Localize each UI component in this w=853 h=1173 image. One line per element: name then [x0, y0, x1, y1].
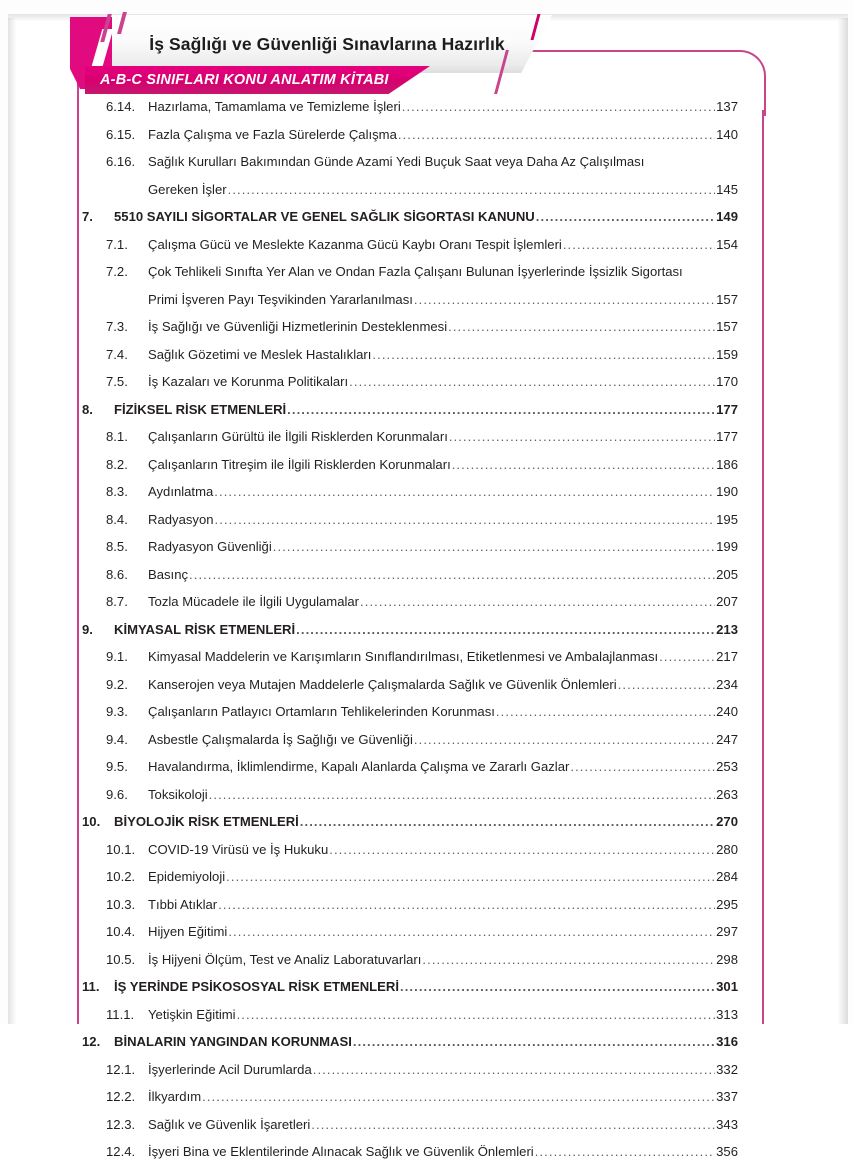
toc-page-number: 280 [716, 841, 738, 857]
toc-entry-number: 9.3. [106, 704, 128, 719]
toc-dot-leader [218, 898, 715, 911]
toc-dot-leader [228, 183, 716, 196]
page-title: İş Sağlığı ve Güvenliği Sınavlarına Hazırlık [149, 33, 505, 54]
toc-entry-number: 10.4. [106, 924, 136, 939]
toc-page-number: 240 [716, 704, 738, 719]
toc-entry[interactable] [78, 678, 762, 706]
toc-entry-number: 12.4. [106, 1144, 136, 1159]
toc-entry-label: FİZİKSEL RİSK ETMENLERİ [114, 401, 287, 417]
toc-entry-number: 8.3. [106, 484, 128, 499]
toc-entry[interactable] [78, 980, 762, 1008]
toc-entry-number: 9.5. [106, 759, 128, 774]
toc-entry-label: İlkyardım [148, 1089, 202, 1104]
toc-entry[interactable] [78, 705, 762, 733]
toc-dot-leader [273, 540, 715, 553]
toc-page-number: 217 [716, 649, 738, 664]
toc-entry-number: 8.1. [106, 429, 128, 444]
toc-entry[interactable] [78, 293, 762, 321]
toc-page-number: 177 [716, 429, 738, 444]
toc-entry-number: 8.7. [106, 594, 128, 609]
toc-entry-label: Sağlık ve Güvenlik İşaretleri [148, 1116, 311, 1132]
toc-page-number: 157 [716, 291, 738, 307]
toc-dot-leader [536, 210, 715, 223]
toc-dot-leader [449, 430, 715, 443]
toc-entry-label: Toksikoloji [148, 786, 208, 802]
toc-entry-label: İşyeri Bina ve Eklentilerinde Alınacak Sağlık ve Güvenlik Önlemleri [148, 1144, 534, 1159]
toc-entry[interactable] [78, 265, 762, 293]
toc-entry-number: 7.2. [106, 264, 128, 279]
toc-entry[interactable] [78, 1145, 762, 1173]
toc-entry-label: Çalışanların Patlayıcı Ortamların Tehlikelerinden Korunması [148, 704, 495, 719]
toc-entry-label: Çalışanların Titreşim ile İlgili Risklerden Korunmaları [148, 456, 451, 472]
toc-page-number: 186 [716, 456, 738, 472]
toc-entry-label: İşyerlerinde Acil Durumlarda [148, 1061, 312, 1077]
toc-page-number: 356 [716, 1144, 738, 1159]
toc-entry[interactable] [78, 430, 762, 458]
toc-entry-number: 12. [82, 1034, 101, 1049]
toc-dot-leader [398, 128, 715, 141]
page-edge-shadow-right [838, 18, 848, 1024]
toc-dot-leader [400, 980, 715, 993]
toc-entry-number: 6.15. [106, 126, 136, 142]
toc-entry-number: 6.14. [106, 99, 136, 114]
toc-entry-number: 12.3. [106, 1116, 136, 1132]
toc-dot-leader [360, 595, 715, 608]
toc-dot-leader [209, 788, 715, 801]
toc-page-number: 207 [716, 594, 738, 609]
toc-entry-label: Radyasyon [148, 511, 214, 527]
toc-dot-leader [214, 485, 715, 498]
toc-entry-label: Yetişkin Eğitimi [148, 1006, 236, 1022]
toc-entry-number: 7. [82, 209, 93, 224]
frame-right-line [762, 110, 764, 1024]
toc-entry-label: COVID-19 Virüsü ve İş Hukuku [148, 841, 329, 857]
toc-dot-leader [189, 568, 715, 581]
toc-entry[interactable] [78, 1063, 762, 1091]
toc-entry[interactable] [78, 925, 762, 953]
toc-entry[interactable] [78, 1118, 762, 1146]
toc-entry-number: 9. [82, 621, 93, 637]
toc-entry-number: 7.3. [106, 319, 128, 334]
toc-dot-leader [300, 815, 715, 828]
toc-entry[interactable] [78, 238, 762, 266]
toc-dot-leader [349, 375, 715, 388]
toc-entry-label: Çok Tehlikeli Sınıfta Yer Alan ve Ondan Fazla Çalışanı Bulunan İşyerlerinde İşsizlik Sigortası [148, 264, 683, 279]
toc-dot-leader [296, 623, 715, 636]
toc-entry-number: 8.5. [106, 539, 128, 554]
toc-page-number: 295 [716, 896, 738, 912]
toc-page-number: 253 [716, 759, 738, 774]
toc-page-number: 149 [716, 209, 738, 224]
toc-page-number: 284 [716, 869, 738, 884]
toc-entry-number: 9.1. [106, 649, 128, 664]
toc-dot-leader [402, 100, 715, 113]
toc-entry-label: Havalandırma, İklimlendirme, Kapalı Alanlarda Çalışma ve Zararlı Gazlar [148, 759, 570, 774]
table-of-contents [78, 100, 762, 1173]
toc-page-number: 316 [716, 1034, 738, 1049]
toc-page-number: 247 [716, 731, 738, 747]
toc-entry[interactable] [78, 760, 762, 788]
toc-entry[interactable] [78, 320, 762, 348]
toc-entry-label: Kanserojen veya Mutajen Maddelerle Çalışmalarda Sağlık ve Güvenlik Önlemleri [148, 676, 617, 692]
toc-dot-leader [228, 925, 715, 938]
toc-dot-leader [215, 513, 716, 526]
toc-entry-number: 7.1. [106, 236, 128, 252]
toc-page-number: 234 [716, 676, 738, 692]
toc-entry-label: İş Sağlığı ve Güvenliği Hizmetlerinin Desteklenmesi [148, 319, 448, 334]
toc-dot-leader [202, 1090, 715, 1103]
toc-entry[interactable] [78, 650, 762, 678]
toc-dot-leader [535, 1145, 715, 1158]
toc-page-number: 263 [716, 786, 738, 802]
toc-entry[interactable] [78, 1008, 762, 1036]
toc-page-number: 177 [716, 401, 738, 417]
toc-entry[interactable] [78, 375, 762, 403]
toc-entry-number: 8.4. [106, 511, 128, 527]
toc-entry-label: Hazırlama, Tamamlama ve Temizleme İşleri [148, 99, 401, 114]
toc-page-number: 140 [716, 126, 738, 142]
toc-page-number: 301 [716, 979, 738, 994]
toc-page-number: 157 [716, 319, 738, 334]
toc-entry[interactable] [78, 540, 762, 568]
toc-entry[interactable] [78, 623, 762, 651]
toc-entry-label: Kimyasal Maddelerin ve Karışımların Sınıflandırılması, Etiketlenmesi ve Ambalajlanması [148, 649, 659, 664]
toc-entry[interactable] [78, 155, 762, 183]
toc-entry[interactable] [78, 898, 762, 926]
toc-page-number: 297 [716, 924, 738, 939]
toc-dot-leader [372, 348, 715, 361]
toc-entry-label: Tıbbi Atıklar [148, 896, 218, 912]
toc-page-number: 190 [716, 484, 738, 499]
toc-page-number: 199 [716, 539, 738, 554]
toc-entry-label: Sağlık Gözetimi ve Meslek Hastalıkları [148, 346, 372, 362]
toc-page-number: 145 [716, 181, 738, 197]
toc-entry[interactable] [78, 595, 762, 623]
toc-entry[interactable] [78, 403, 762, 431]
toc-entry[interactable] [78, 513, 762, 541]
toc-dot-leader [448, 320, 715, 333]
toc-entry-label: BİNALARIN YANGINDAN KORUNMASI [114, 1034, 352, 1049]
toc-entry-number: 11. [82, 979, 100, 994]
toc-page-number: 159 [716, 346, 738, 362]
toc-entry-label: BİYOLOJİK RİSK ETMENLERİ [114, 814, 299, 829]
toc-page-number: 195 [716, 511, 738, 527]
toc-dot-leader [496, 705, 715, 718]
toc-entry[interactable] [78, 1090, 762, 1118]
toc-entry[interactable] [78, 870, 762, 898]
toc-dot-leader [353, 1035, 715, 1048]
toc-entry-label: Hijyen Eğitimi [148, 924, 228, 939]
toc-dot-leader [570, 760, 715, 773]
toc-page-number: 337 [716, 1089, 738, 1104]
toc-entry-label: İş Hijyeni Ölçüm, Test ve Analiz Laboratuvarları [148, 951, 422, 967]
toc-entry-number: 8. [82, 401, 93, 417]
toc-entry-label: Tozla Mücadele ile İlgili Uygulamalar [148, 594, 360, 609]
toc-entry-label: Çalışanların Gürültü ile İlgili Risklerden Korunmaları [148, 429, 448, 444]
toc-dot-leader [659, 650, 715, 663]
toc-entry-label: Basınç [148, 566, 189, 582]
toc-page-number: 205 [716, 566, 738, 582]
toc-entry[interactable] [78, 128, 762, 156]
toc-dot-leader [226, 870, 715, 883]
toc-entry-number: 6.16. [106, 154, 136, 169]
toc-entry-number: 12.2. [106, 1089, 136, 1104]
toc-entry-number: 7.5. [106, 374, 128, 389]
toc-entry-label: KİMYASAL RİSK ETMENLERİ [114, 621, 296, 637]
toc-entry-label: Asbestle Çalışmalarda İş Sağlığı ve Güvenliği [148, 731, 413, 747]
toc-entry[interactable] [78, 348, 762, 376]
toc-page-number: 137 [716, 99, 738, 114]
toc-entry[interactable] [78, 210, 762, 238]
toc-entry-number: 10.5. [106, 951, 136, 967]
toc-page-number: 298 [716, 951, 738, 967]
toc-entry[interactable] [78, 953, 762, 981]
toc-dot-leader [414, 293, 715, 306]
toc-entry[interactable] [78, 815, 762, 843]
toc-entry[interactable] [78, 485, 762, 513]
toc-entry-number: 9.6. [106, 786, 128, 802]
toc-entry-label: Primi İşveren Payı Teşvikinden Yararlanılması [148, 291, 413, 307]
toc-entry-number: 8.2. [106, 456, 128, 472]
toc-entry[interactable] [78, 183, 762, 211]
header-banner-label: A-B-C SINIFLARI KONU ANLATIM KİTABI [100, 72, 389, 88]
toc-entry-number: 12.1. [106, 1061, 136, 1077]
toc-dot-leader [414, 733, 715, 746]
toc-entry-label: Çalışma Gücü ve Meslekte Kazanma Gücü Kaybı Oranı Tespit İşlemleri [148, 236, 562, 252]
toc-entry-label: Radyasyon Güvenliği [148, 539, 272, 554]
toc-page-number: 343 [716, 1116, 738, 1132]
toc-dot-leader [563, 238, 715, 251]
toc-entry-label: Gereken İşler [148, 181, 227, 197]
toc-dot-leader [313, 1063, 715, 1076]
toc-page-number: 332 [716, 1061, 738, 1077]
toc-page-number: 270 [716, 814, 738, 829]
toc-entry-number: 7.4. [106, 346, 128, 362]
toc-entry-number: 10.3. [106, 896, 136, 912]
toc-entry-number: 10.1. [106, 841, 136, 857]
toc-entry[interactable] [78, 568, 762, 596]
toc-entry-label: Aydınlatma [148, 484, 214, 499]
toc-entry-number: 11.1. [106, 1006, 135, 1022]
toc-dot-leader [329, 843, 715, 856]
toc-entry-number: 9.2. [106, 676, 128, 692]
toc-dot-leader [422, 953, 715, 966]
toc-entry[interactable] [78, 843, 762, 871]
toc-entry-number: 8.6. [106, 566, 128, 582]
toc-entry-label: İş Kazaları ve Korunma Politikaları [148, 374, 349, 389]
toc-entry[interactable] [78, 458, 762, 486]
toc-entry-label: 5510 SAYILI SİGORTALAR VE GENEL SAĞLIK SİGORTASI KANUNU [114, 209, 535, 224]
toc-entry-label: Sağlık Kurulları Bakımından Günde Azami Yedi Buçuk Saat veya Daha Az Çalışılması [148, 154, 645, 169]
toc-page-number: 213 [716, 621, 738, 637]
toc-dot-leader [287, 403, 715, 416]
toc-page-number: 154 [716, 236, 738, 252]
toc-dot-leader [311, 1118, 715, 1131]
toc-entry-label: Epidemiyoloji [148, 869, 226, 884]
toc-dot-leader [618, 678, 715, 691]
toc-entry[interactable] [78, 788, 762, 816]
toc-dot-leader [452, 458, 715, 471]
toc-entry[interactable] [78, 733, 762, 761]
toc-dot-leader [237, 1008, 716, 1021]
toc-entry[interactable] [78, 1035, 762, 1063]
toc-entry-label: Fazla Çalışma ve Fazla Sürelerde Çalışma [148, 126, 397, 142]
toc-page-number: 313 [716, 1006, 738, 1022]
toc-entry-number: 10. [82, 814, 101, 829]
toc-page-number: 170 [716, 374, 738, 389]
toc-entry-label: İŞ YERİNDE PSİKOSOSYAL RİSK ETMENLERİ [114, 979, 399, 994]
page-header [0, 0, 853, 100]
page-edge-shadow-left [8, 18, 16, 1024]
toc-entry-number: 9.4. [106, 731, 128, 747]
toc-entry-number: 10.2. [106, 869, 136, 884]
toc-entry[interactable] [78, 100, 762, 128]
